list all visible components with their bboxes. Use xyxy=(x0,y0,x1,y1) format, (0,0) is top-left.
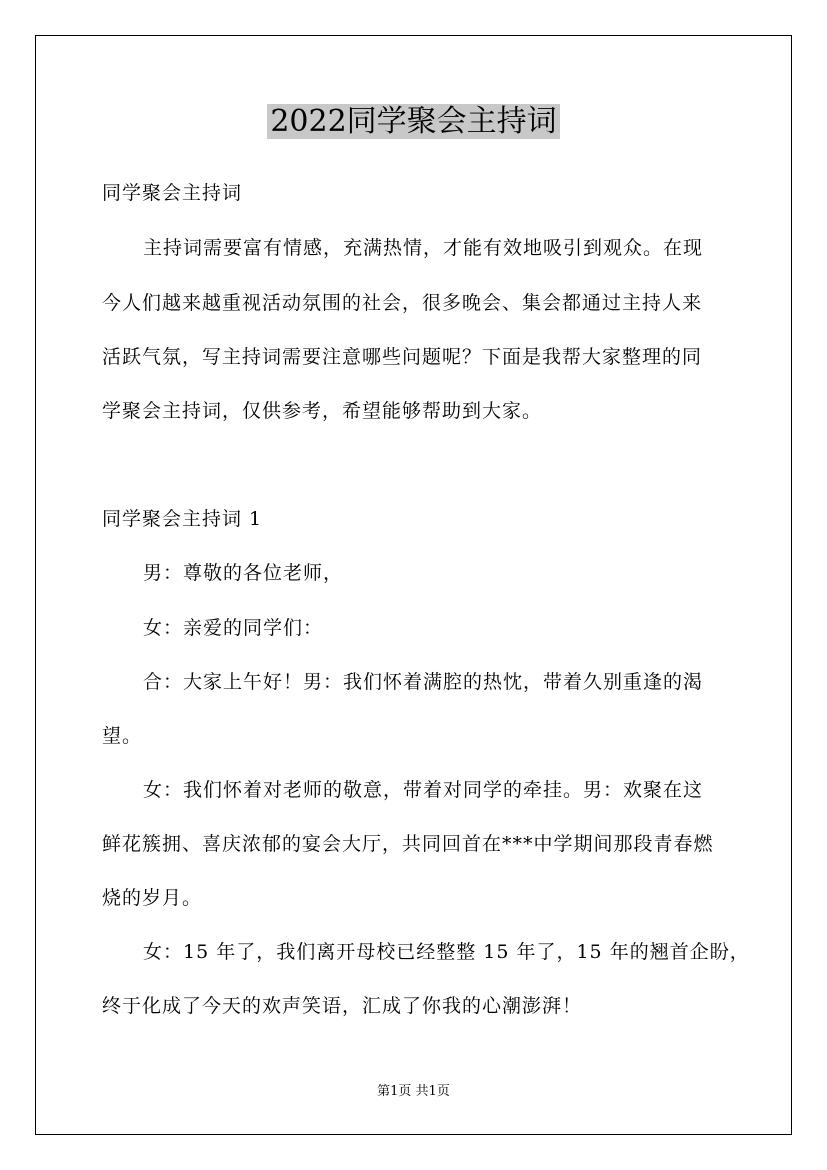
paragraph-line: 学聚会主持词，仅供参考，希望能够帮助到大家。 xyxy=(102,400,543,422)
dialogue-line: 合：大家上午好！男：我们怀着满腔的热忱，带着久别重逢的渴 xyxy=(143,671,704,693)
section-heading: 同学聚会主持词 xyxy=(102,182,243,204)
dialogue-line: 终于化成了今天的欢声笑语，汇成了你我的心潮澎湃！ xyxy=(102,995,583,1017)
dialogue-line: 女：亲爱的同学们： xyxy=(143,617,324,639)
dialogue-line: 鲜花簇拥、喜庆浓郁的宴会大厅，共同回首在***中学期间那段青春燃 xyxy=(102,833,714,855)
dialogue-line: 男：尊敬的各位老师， xyxy=(143,562,344,584)
dialogue-line: 望。 xyxy=(102,725,143,747)
page-number: 第1页 共1页 xyxy=(377,1084,450,1099)
section-heading: 同学聚会主持词 1 xyxy=(102,508,263,530)
paragraph-line: 主持词需要富有情感，充满热情，才能有效地吸引到观众。在现 xyxy=(143,237,704,259)
dialogue-line: 女：15 年了，我们离开母校已经整整 15 年了，15 年的翘首企盼， xyxy=(143,941,750,963)
document-title xyxy=(0,101,827,143)
dialogue-line: 烧的岁月。 xyxy=(102,887,203,909)
document-title-text: 2022同学聚会主持词 xyxy=(267,104,559,139)
dialogue-line: 女：我们怀着对老师的敬意，带着对同学的牵挂。男：欢聚在这 xyxy=(143,779,704,801)
paragraph-line: 今人们越来越重视活动氛围的社会，很多晚会、集会都通过主持人来 xyxy=(102,292,703,314)
paragraph-line: 活跃气氛，写主持词需要注意哪些问题呢？下面是我帮大家整理的同 xyxy=(102,346,703,368)
